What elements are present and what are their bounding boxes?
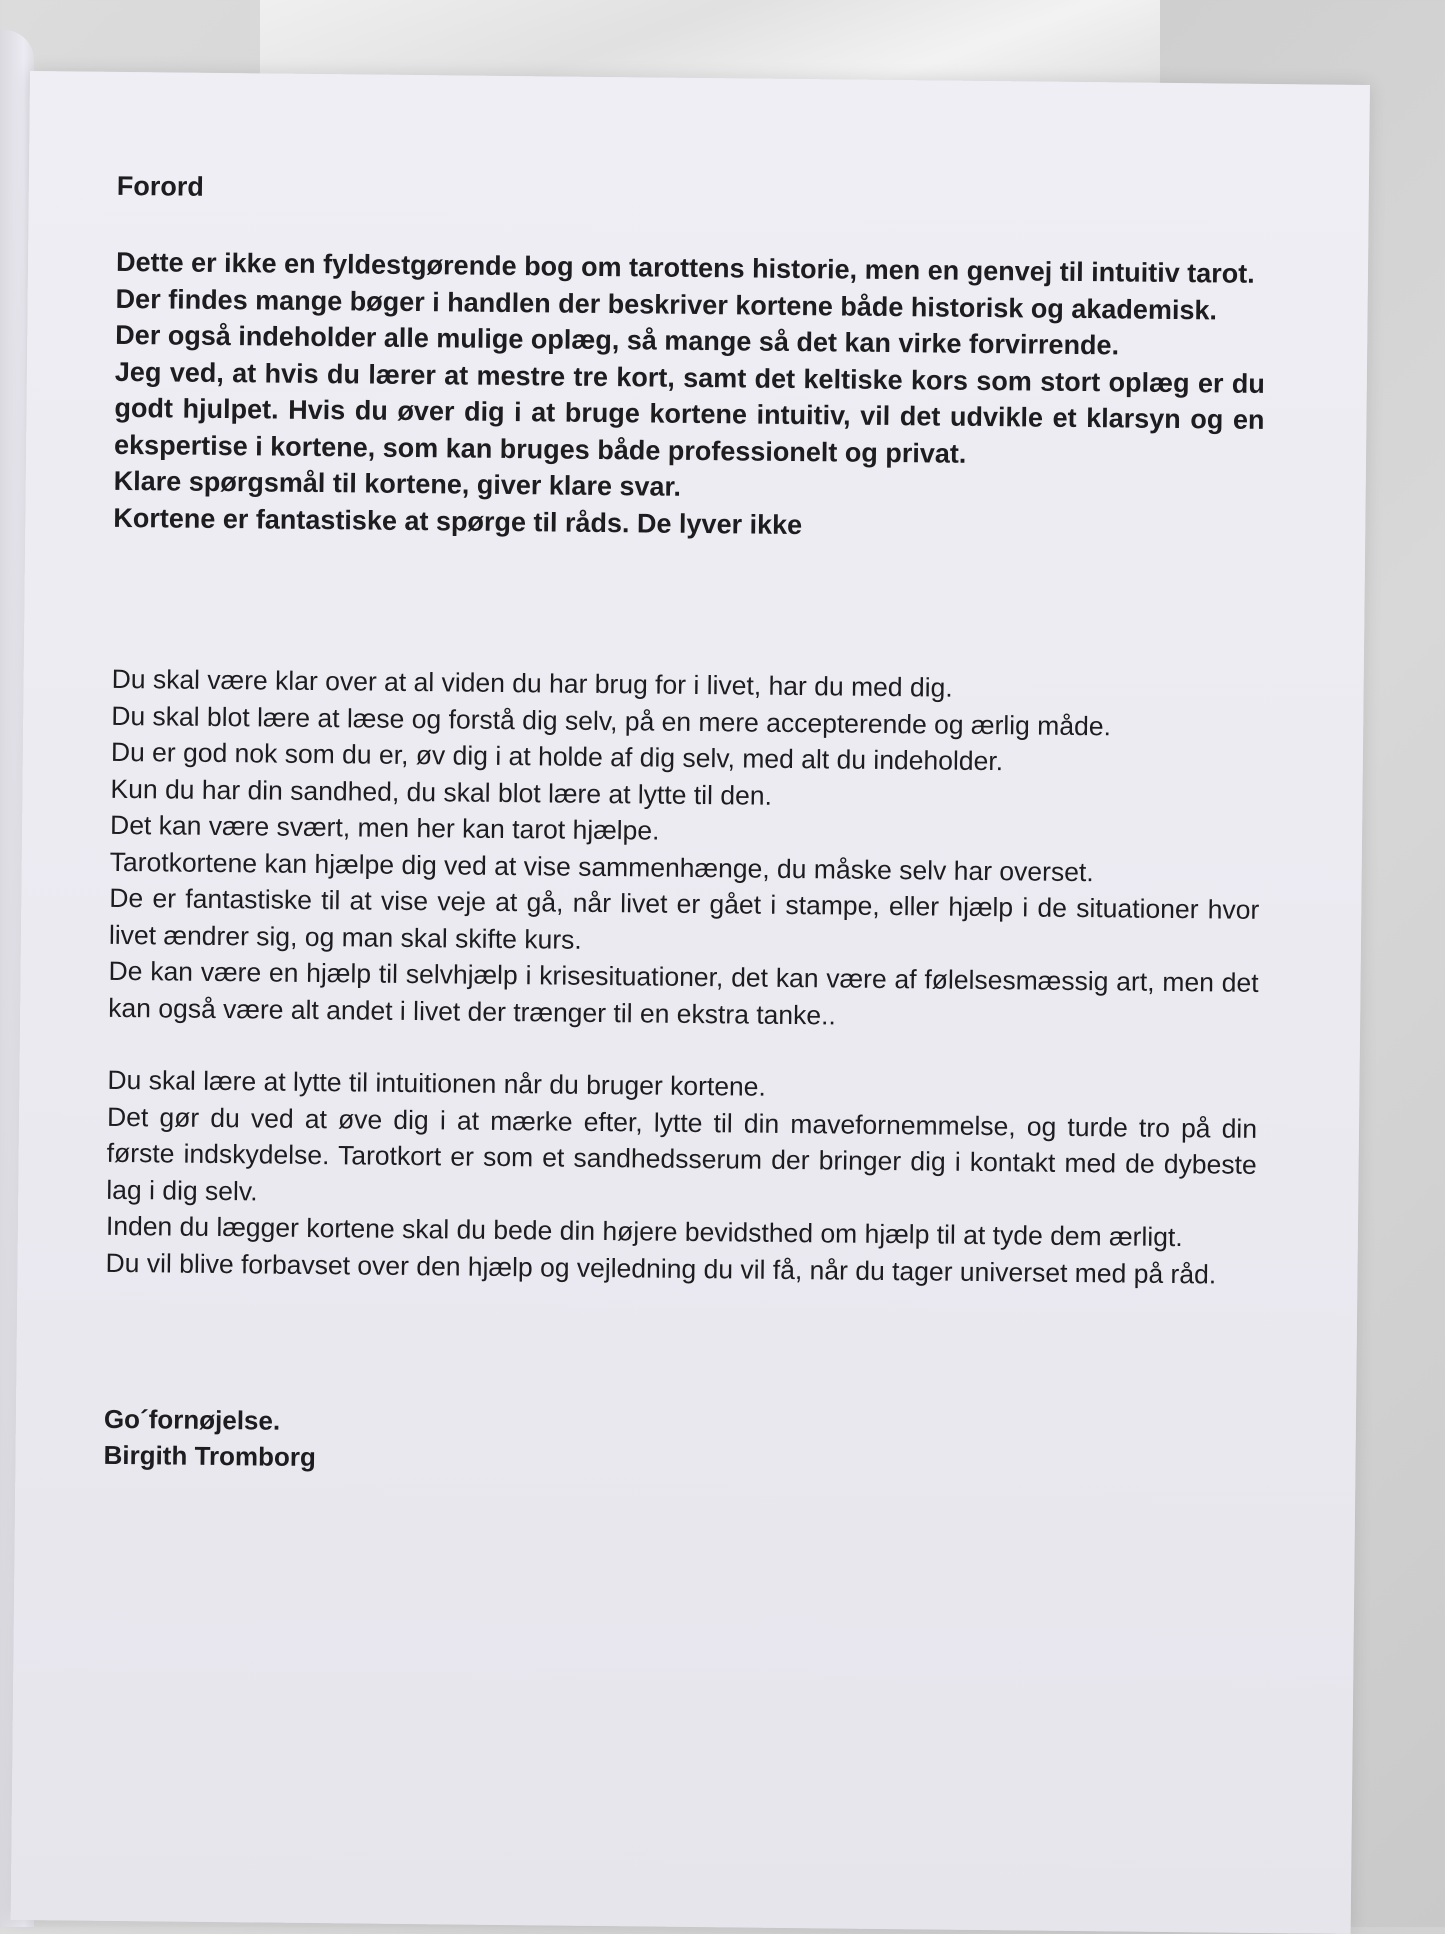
intro-line: Kortene er fantastiske at spørge til råds. De lyver ikke [113,502,803,540]
page-heading: Forord [116,170,204,202]
body-line: Det kan være svært, men her kan tarot hjælpe. [109,810,660,847]
intro-line: Der findes mange bøger i handlen der beskriver kortene både historisk og akademisk. [115,283,1218,326]
intro-line: Jeg ved, at hvis du lærer at mestre tre kort, samt det keltiske kors som stort oplæg er du godt hjulpet. Hvis du øver dig i at bruge kortene intuitiv, vil det udvikle et klarsyn og en ekspertise i kortene, som kan bruges både professionelt og privat. [113,356,1265,469]
body-line: Du skal blot lære at læse og forstå dig selv, på en mere accepterende og ærlig måde. [111,700,1112,742]
intro-line: Der også indeholder alle mulige oplæg, så mange så det kan virke forvirrende. [115,320,1120,361]
author-name: Birgith Tromborg [103,1440,317,1473]
body-line: De kan være en hjælp til selvhjælp i krisesituationer, det kan være af følelsesmæssig art, men det kan også være alt andet i livet der trænger til en ekstra tanke.. [108,956,1259,1031]
body-line: De er fantastiske til at vise veje at gå, når livet er gået i stampe, eller hjælp i de situationer hvor livet ændrer sig, og man skal skifte kurs. [108,883,1260,955]
intro-paragraphs [113,244,1266,548]
body-line: Kun du har din sandhed, du skal blot lære at lytte til den. [110,773,773,811]
page-content [103,170,1267,1485]
intro-line: Dette er ikke en fyldestgørende bog om tarottens historie, men en genvej til intuitiv tarot. [115,247,1255,290]
closing-greeting: Go´fornøjelse. [103,1404,281,1437]
body-section-2 [105,1062,1257,1293]
body-line: Tarotkortene kan hjælpe dig ved at vise sammenhænge, du måske selv har overset. [109,846,1094,888]
body-section-1 [108,661,1262,1038]
body-line: Inden du lægger kortene skal du bede din højere bevidsthed om hjælp til at tyde dem ærligt. [105,1211,1183,1253]
body-line: Du er god nok som du er, øv dig i at holde af dig selv, med alt du indeholder. [110,737,1004,777]
book-page [11,71,1370,1934]
signature-block [103,1401,1254,1485]
body-line: Du skal være klar over at al viden du har brug for i livet, har du med dig. [111,664,953,704]
body-line: Du skal lære at lytte til intuitionen når du bruger kortene. [107,1065,767,1103]
body-line: Det gør du ved at øve dig i at mærke efter, lytte til din mavefornemmelse, og turde tro på din første indskydelse. Tarotkort er som et sandhedsserum der bringer dig i kontakt med de dybeste lag i dig selv. [106,1101,1258,1207]
body-line: Du vil blive forbavset over den hjælp og vejledning du vil få, når du tager universet med på råd. [105,1247,1217,1290]
intro-line: Klare spørgsmål til kortene, giver klare svar. [113,466,682,503]
